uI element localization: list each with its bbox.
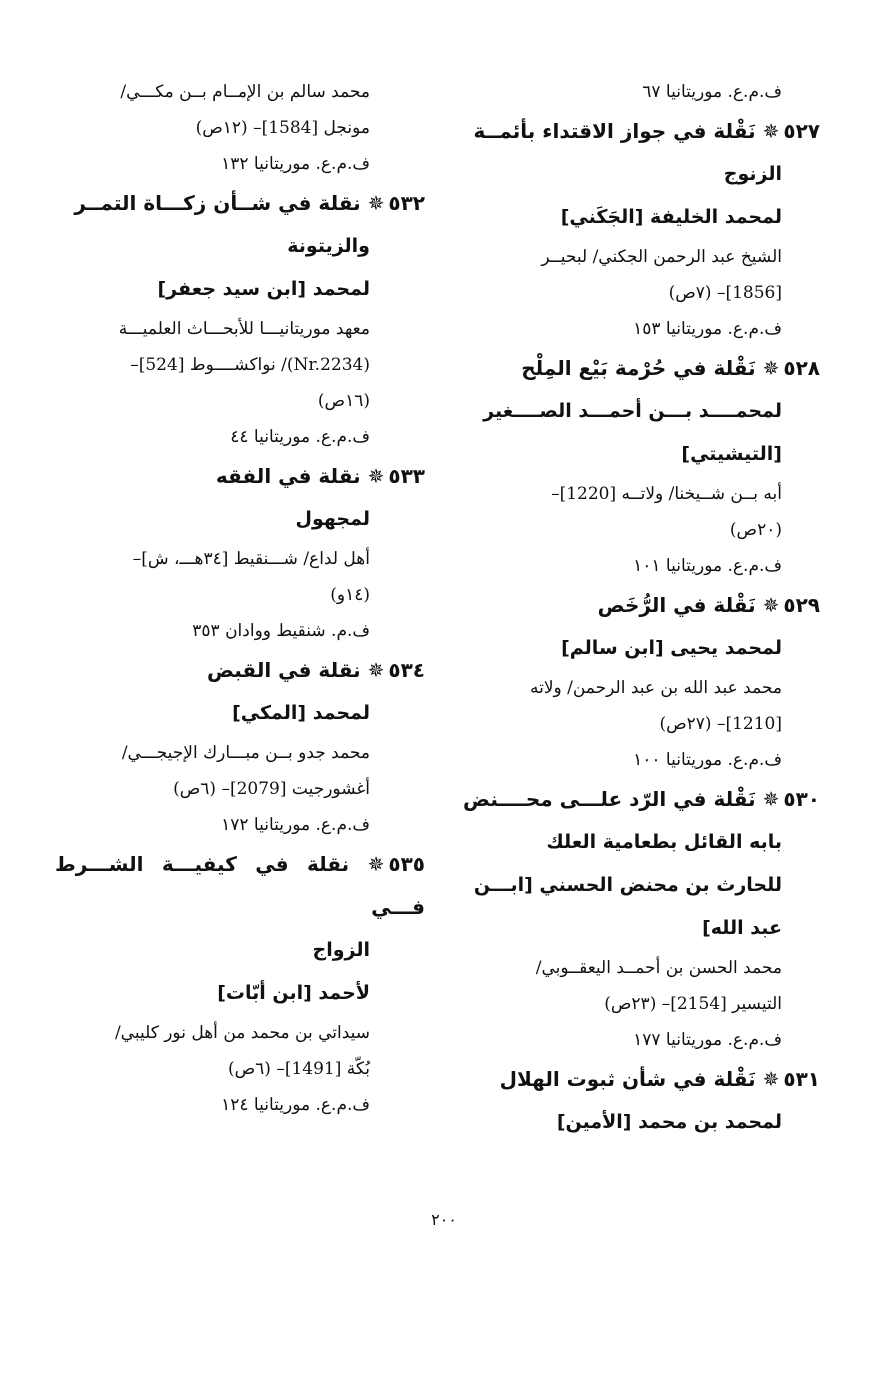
source-line: (٢٠ص) bbox=[729, 520, 782, 540]
title-text: نَقْلة في الرُّخَص bbox=[597, 593, 756, 617]
star-icon: ✵ bbox=[367, 852, 385, 876]
source-line: (Nr.2234)/ نواكشــــوط [524]– bbox=[130, 355, 370, 375]
entry-title bbox=[445, 110, 820, 153]
author-line: لمحمد بن محمد [الأمين] bbox=[556, 1111, 782, 1133]
star-icon: ✵ bbox=[762, 356, 780, 380]
location-line: ف.م.ع. موريتانيا ١٧٧ bbox=[633, 1030, 782, 1050]
source-line: محمد جدو بــن مبـــارك الإجيجـــي/ bbox=[121, 743, 370, 763]
entry-number: ٥٣٠ bbox=[783, 787, 820, 811]
star-icon: ✵ bbox=[367, 658, 385, 682]
entry-number: ٥٢٨ bbox=[783, 356, 820, 380]
title-continuation: والزيتونة bbox=[287, 235, 370, 257]
source-line: (١٦ص) bbox=[317, 391, 370, 411]
author-line: لمحمد [ابن سيد جعفر] bbox=[157, 278, 370, 300]
title-text: نَقْلة في حُرْمة بَيْع المِلْح bbox=[521, 356, 756, 380]
title-text: نَقْلة في شأن ثبوت الهلال bbox=[499, 1067, 756, 1091]
entry-number: ٥٣٤ bbox=[388, 658, 425, 682]
star-icon: ✵ bbox=[762, 119, 780, 143]
entry-title bbox=[445, 1058, 820, 1101]
title-text: نقلة في شــأن زكـــاة التمــر bbox=[74, 191, 361, 215]
entry-title bbox=[55, 182, 425, 225]
title-text: نقلة في كيفيـــة الشـــرط فـــي bbox=[55, 852, 425, 919]
source-line: أغشورجيت [2079]– (٦ص) bbox=[173, 779, 370, 799]
title-text: نقلة في الفقه bbox=[215, 464, 361, 488]
author-line: لمحمد [المكي] bbox=[232, 702, 370, 724]
author-line: لمجهول bbox=[295, 508, 370, 530]
source-line: معهد موريتانيـــا للأبحـــاث العلميـــة bbox=[118, 319, 370, 339]
entry-number: ٥٢٧ bbox=[783, 119, 820, 143]
entry-title bbox=[445, 347, 820, 390]
right-column bbox=[445, 74, 820, 1144]
source-line: التيسير [2154]– (٢٣ص) bbox=[604, 994, 782, 1014]
location-line: ف.م.ع. موريتانيا ١٠١ bbox=[633, 556, 782, 576]
author-line: لمحمد يحيى [ابن سالم] bbox=[561, 637, 782, 659]
location-line: ف.م.ع. موريتانيا ١٥٣ bbox=[633, 319, 782, 339]
title-text: نَقْلة في الرّد علـــى محــــنض bbox=[463, 787, 756, 811]
star-icon: ✵ bbox=[762, 787, 780, 811]
author-line: [التيشيتي] bbox=[681, 443, 782, 465]
author-line: لمحمــــد بـــن أحمـــد الصــــغير bbox=[483, 400, 782, 422]
location-line: ف.م. شنقيط ووادان ٣٥٣ bbox=[192, 621, 370, 641]
entry-title bbox=[445, 584, 820, 627]
location-line: ف.م.ع. موريتانيا ٤٤ bbox=[230, 427, 370, 447]
page-number: ٢٠٠ bbox=[431, 1210, 457, 1229]
entry-title bbox=[445, 778, 820, 821]
title-continuation: الزنوج bbox=[723, 163, 782, 185]
title-continuation: بابه القائل بطعامية العلك bbox=[546, 831, 782, 853]
location-line: ف.م.ع. موريتانيا ١٣٢ bbox=[221, 154, 370, 174]
entry-number: ٥٣٢ bbox=[388, 191, 425, 215]
source-line: سيداتي بن محمد من أهل نور كليبي/ bbox=[114, 1023, 370, 1043]
entry-title bbox=[55, 649, 425, 692]
source-line: (١٤و) bbox=[330, 585, 370, 605]
title-continuation: الزواج bbox=[312, 939, 370, 961]
source-line: أهل لداع/ شـــنقيط [٣٤هـــ، ش]– bbox=[132, 549, 370, 569]
title-text: نقلة في القبض bbox=[206, 658, 361, 682]
star-icon: ✵ bbox=[367, 191, 385, 215]
entry-number: ٥٣٣ bbox=[388, 464, 425, 488]
star-icon: ✵ bbox=[762, 1067, 780, 1091]
star-icon: ✵ bbox=[762, 593, 780, 617]
location-line: ف.م.ع. موريتانيا ١٠٠ bbox=[633, 750, 782, 770]
source-line: مونجل [1584]– (١٢ص) bbox=[195, 118, 370, 138]
entry-number: ٥٣٥ bbox=[388, 852, 426, 876]
location-line: ف.م.ع. موريتانيا ١٧٢ bbox=[221, 815, 370, 835]
star-icon: ✵ bbox=[367, 464, 385, 488]
entry-title bbox=[55, 843, 425, 929]
author-line: للحارث بن محنض الحسني [ابـــن bbox=[473, 874, 782, 896]
author-line: لأحمد [ابن أبّات] bbox=[217, 982, 370, 1004]
source-line: [1856]– (٧ص) bbox=[668, 283, 782, 303]
source-line: [1210]– (٢٧ص) bbox=[659, 714, 782, 734]
source-line: محمد سالم بن الإمــام بــن مكـــي/ bbox=[120, 82, 370, 102]
author-line: عبد الله] bbox=[702, 917, 782, 939]
source-line: بُكّة [1491]– (٦ص) bbox=[227, 1059, 370, 1079]
location-line: ف.م.ع. موريتانيا ١٢٤ bbox=[221, 1095, 370, 1115]
title-text: نَقْلة في جواز الاقتداء بأئمــة bbox=[473, 119, 756, 143]
entry-title bbox=[55, 455, 425, 498]
entry-number: ٥٢٩ bbox=[783, 593, 820, 617]
source-line: محمد الحسن بن أحمــد اليعقــوبي/ bbox=[535, 958, 782, 978]
entry-number: ٥٣١ bbox=[783, 1067, 820, 1091]
source-line: محمد عبد الله بن عبد الرحمن/ ولاته bbox=[529, 678, 782, 698]
left-column bbox=[55, 74, 425, 1123]
location-line: ف.م.ع. موريتانيا ٦٧ bbox=[642, 82, 782, 102]
source-line: الشيخ عبد الرحمن الجكني/ لبحيــر bbox=[541, 247, 782, 267]
source-line: أبه بــن شــيخنا/ ولاتــه [1220]– bbox=[551, 484, 782, 504]
author-line: لمحمد الخليفة [الجَكَني] bbox=[560, 206, 782, 228]
